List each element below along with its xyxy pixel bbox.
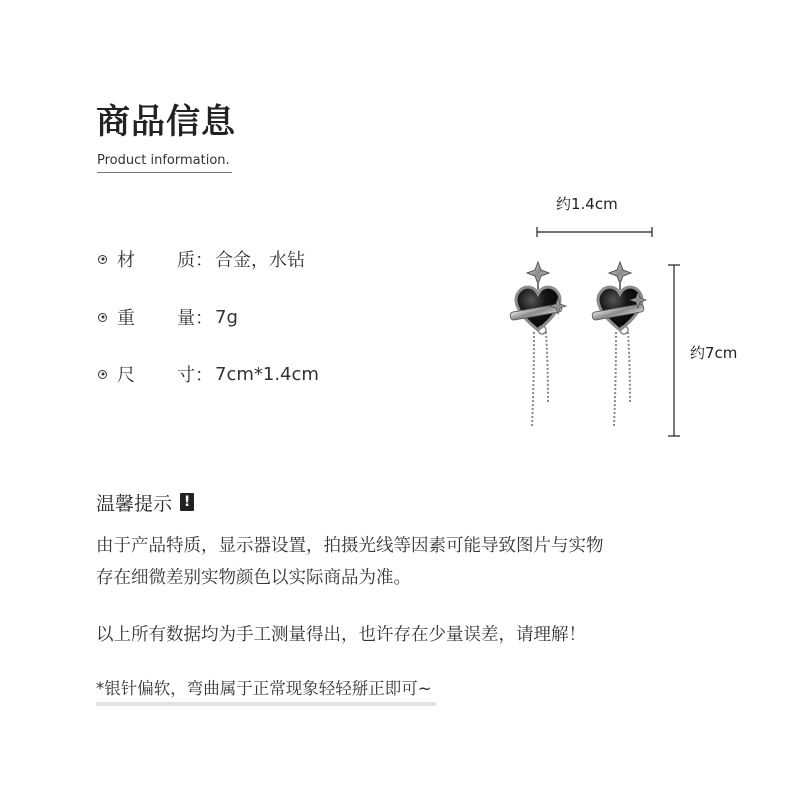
page-title: 商品信息 xyxy=(96,102,236,142)
spec-key: 重 量 xyxy=(117,308,195,329)
spec-colon: ： xyxy=(195,365,213,386)
tips-heading xyxy=(96,488,194,516)
page-subtitle: Product information. xyxy=(97,152,232,173)
spec-value: 合金，水钻 xyxy=(215,250,305,271)
tips-title: 温馨提示 xyxy=(96,492,173,515)
spec-key: 材 质 xyxy=(117,250,195,271)
spec-value: 7cm*1.4cm xyxy=(215,363,319,385)
tips-paragraph-line-3: 以上所有数据均为手工测量得出，也许存在少量误差，请理解！ xyxy=(96,625,586,645)
spec-key: 尺 寸 xyxy=(117,365,195,386)
earring-product-image xyxy=(490,180,760,450)
tips-note: *银针偏软，弯曲属于正常现象轻轻掰正即可~ xyxy=(96,676,436,706)
spec-row-size xyxy=(98,361,319,387)
earring-left xyxy=(510,262,566,426)
earring-right xyxy=(592,262,646,426)
bullet-icon xyxy=(98,255,107,264)
spec-row-weight xyxy=(98,304,238,330)
spec-colon: ： xyxy=(195,308,213,329)
height-dimension-label: 约7cm xyxy=(690,344,738,362)
tips-paragraph-line-2: 存在细微差别实物颜色以实际商品为准。 xyxy=(96,568,411,588)
bullet-icon xyxy=(98,313,107,322)
tips-paragraph-line-1: 由于产品特质，显示器设置，拍摄光线等因素可能导致图片与实物 xyxy=(96,536,604,556)
height-dimension-line xyxy=(668,265,680,436)
spec-value: 7g xyxy=(215,306,238,328)
spec-colon: ： xyxy=(195,250,213,271)
width-dimension-label: 约1.4cm xyxy=(556,195,618,213)
spec-row-material xyxy=(98,246,305,272)
warning-icon: ! xyxy=(180,493,194,511)
width-dimension-line xyxy=(537,227,652,237)
bullet-icon xyxy=(98,370,107,379)
